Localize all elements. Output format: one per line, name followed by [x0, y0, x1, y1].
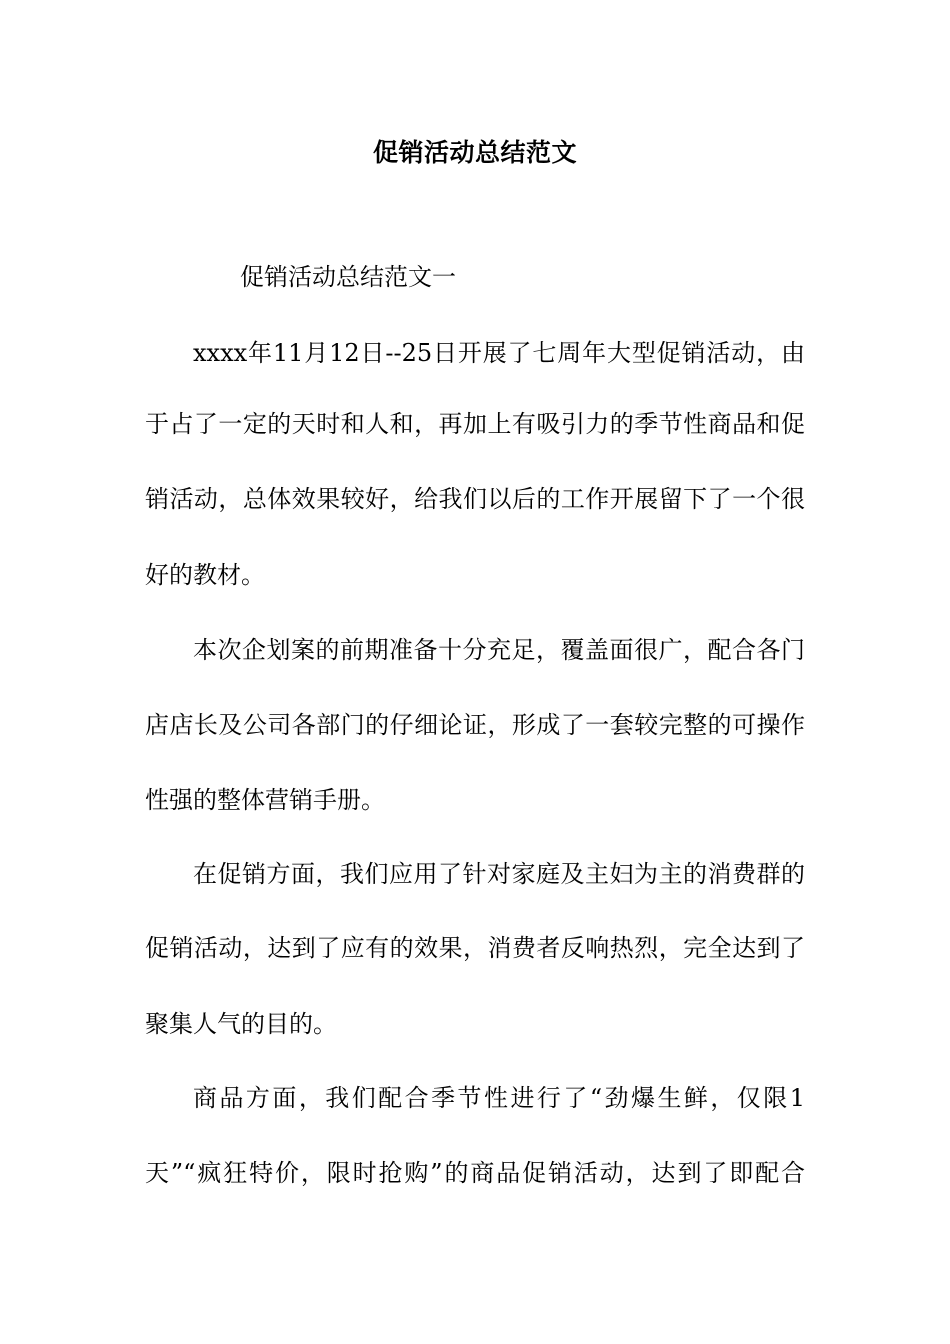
paragraph-line: 本次企划案的前期准备十分充足，覆盖面很广，配合各门 [193, 636, 805, 664]
paragraph-line: 性强的整体营销手册。 [145, 786, 385, 814]
paragraph-line: 于占了一定的天时和人和，再加上有吸引力的季节性商品和促 [145, 410, 805, 438]
paragraph-line: 天”“疯狂特价，限时抢购”的商品促销活动，达到了即配合 [145, 1159, 805, 1187]
section-heading: 促销活动总结范文一 [240, 263, 456, 291]
paragraph-line: 聚集人气的目的。 [145, 1010, 337, 1038]
paragraph-line: 商品方面，我们配合季节性进行了“劲爆生鲜，仅限1 [193, 1084, 805, 1112]
paragraph-line: 在促销方面，我们应用了针对家庭及主妇为主的消费群的 [193, 860, 805, 888]
paragraph-line: 销活动，总体效果较好，给我们以后的工作开展留下了一个很 [145, 485, 805, 513]
paragraph-line: 促销活动，达到了应有的效果，消费者反响热烈，完全达到了 [145, 934, 805, 962]
document-title: 促销活动总结范文 [372, 138, 577, 167]
paragraph-line: 店店长及公司各部门的仔细论证，形成了一套较完整的可操作 [145, 711, 805, 739]
paragraph-line: 好的教材。 [145, 561, 265, 589]
paragraph-line: xxxx年11月12日--25日开展了七周年大型促销活动，由 [193, 339, 805, 367]
